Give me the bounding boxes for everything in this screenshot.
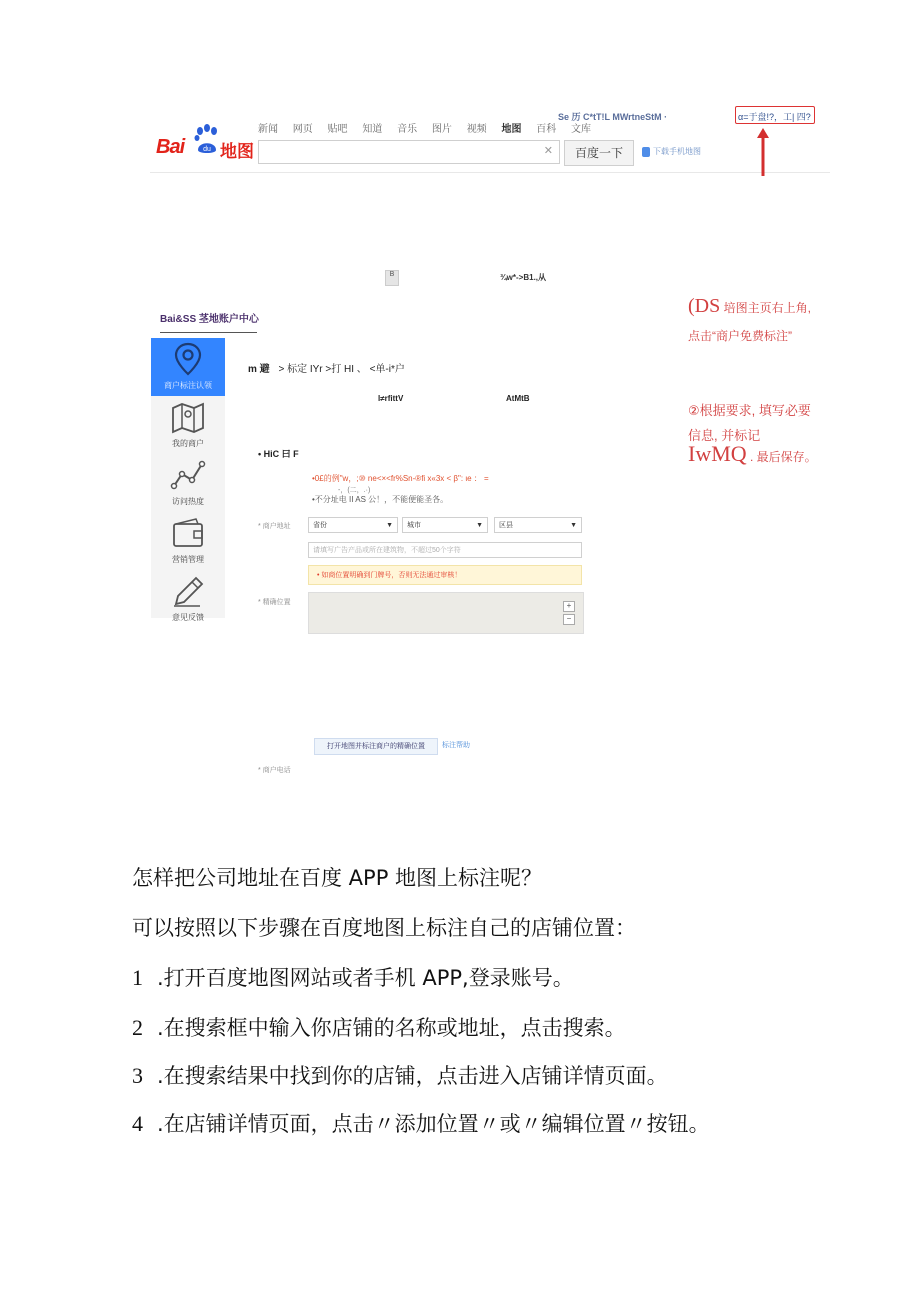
annotation-step-2-mark: IwMQ: [688, 441, 747, 466]
annotation-step-2-line2: 信息, 并标记: [688, 428, 761, 443]
article-question: 怎样把公司地址在百度 APP 地图上标注呢？: [132, 866, 543, 890]
sidebar-item-label: 访问热度: [172, 497, 204, 506]
nav-item-wenku[interactable]: 文库: [571, 124, 592, 135]
sidebar-item-label: 我的商户: [172, 439, 204, 448]
mark-help-link[interactable]: 标注帮助: [442, 742, 470, 749]
nav-item-baike[interactable]: 百科: [536, 124, 557, 135]
search-button[interactable]: 百度一下: [564, 140, 634, 166]
district-value: 区县: [499, 522, 513, 529]
section-title: • HiC 曰 F: [258, 449, 299, 459]
line-chart-icon: [170, 458, 206, 492]
sidebar-item-visit-stats[interactable]: [151, 454, 225, 512]
download-app-label: 下载手机地图: [653, 147, 701, 156]
nav-item-images[interactable]: 图片: [431, 124, 452, 135]
province-select[interactable]: [308, 517, 398, 533]
mini-row-text: ¾w*->B1.,从: [500, 273, 547, 282]
annotation-step-2-line1: ②根据要求, 填写必要: [688, 403, 811, 418]
baidu-nav: [258, 120, 603, 135]
title-underline: [160, 332, 257, 333]
article-step: [132, 1012, 626, 1042]
location-pin-icon: [170, 342, 206, 376]
open-map-button[interactable]: 打开地图并标注商户的精确位置: [314, 738, 438, 755]
dropdown-arrow-icon: ▼: [570, 522, 577, 529]
annotation-step-2-text: . 最后保存。: [746, 450, 817, 464]
breadcrumb-current: 标定 IYr >打 HI 、 <单-i*户: [287, 364, 405, 375]
annotation-step-1: [688, 295, 811, 318]
mini-icon-box: B: [385, 270, 399, 286]
sidebar-item-marketing[interactable]: [151, 512, 225, 570]
merchant-center-title: Bai&SS 茎地账户中心: [160, 314, 259, 325]
nav-item-map[interactable]: 地图: [501, 124, 522, 135]
address-input[interactable]: 请填写广告产品或所在建筑物，不超过50个字符: [308, 542, 582, 558]
sidebar-item-label: 营销管理: [172, 555, 204, 564]
annotation-step-1-line2: 点击“商户免费标注”: [688, 329, 792, 343]
step-number: 1: [132, 965, 143, 990]
pencil-icon: [170, 574, 206, 608]
article-step: [132, 1060, 668, 1090]
map-icon: [170, 400, 206, 434]
nav-item-zhidao[interactable]: 知道: [362, 124, 383, 135]
search-input[interactable]: [258, 140, 560, 164]
sidebar-item-label: 意见反馈: [172, 613, 204, 622]
step-text: .在搜索结果中找到你的店铺，点击进入店铺详情页面。: [157, 1064, 668, 1088]
baidu-map-header: [150, 100, 840, 180]
position-label: * 精确位置: [258, 599, 291, 606]
header-divider: [150, 172, 830, 173]
close-icon[interactable]: ✕: [543, 145, 553, 157]
wallet-icon: [170, 516, 206, 550]
red-arrow-icon: [756, 128, 770, 176]
phone-icon: [642, 147, 650, 157]
city-select[interactable]: [402, 517, 488, 533]
district-select[interactable]: [494, 517, 582, 533]
province-value: 省份: [313, 522, 327, 529]
address-warning: • 如商位置明确到门牌号，否则无法通过审核！: [308, 565, 582, 585]
step-number: 3: [132, 1063, 143, 1088]
warning-text-1: •0£的例"w，;⑩ ne<×<fr%Sn-®fi x«3x < β": ιe ： =: [312, 474, 489, 483]
merchant-mark-link[interactable]: α=于盘!?，工| 四?: [738, 112, 811, 122]
article-intro: 可以按照以下步骤在百度地图上标注自己的店铺位置：: [132, 916, 636, 940]
nav-item-video[interactable]: 视频: [466, 124, 487, 135]
dropdown-arrow-icon: ▼: [386, 522, 393, 529]
warning-text-1b: -，(二，.·): [338, 487, 371, 494]
column-heading-a: l≠rfittV: [378, 394, 404, 403]
phone-label: * 商户电话: [258, 767, 291, 774]
nav-item-news[interactable]: 新闻: [258, 124, 278, 135]
address-label: * 商户地址: [258, 523, 291, 530]
breadcrumb-home[interactable]: m 避: [248, 364, 270, 375]
sidebar-item-merchant-mark[interactable]: [151, 338, 225, 396]
sidebar-item-my-merchants[interactable]: [151, 396, 225, 454]
logo-bai-text: Bai: [156, 136, 185, 158]
step-text: .在搜索框中输入你店铺的名称或地址，点击搜索。: [157, 1016, 626, 1040]
sidebar-item-label: 商户标注认领: [164, 381, 212, 390]
breadcrumb-separator: >: [278, 364, 285, 375]
sidebar-item-feedback[interactable]: [151, 570, 225, 628]
top-tip-text: Se 历 C*tT!L MWrtneStM ·: [558, 112, 668, 122]
breadcrumb: [248, 360, 405, 375]
article-step: [132, 962, 574, 992]
download-app-link[interactable]: [642, 146, 701, 157]
baidu-paw-icon: [194, 124, 220, 154]
svg-text:du: du: [203, 146, 211, 153]
merchant-sidebar: [151, 338, 225, 622]
baidu-map-logo[interactable]: [156, 124, 256, 164]
zoom-in-button[interactable]: +: [563, 601, 575, 612]
nav-item-web[interactable]: 网页: [292, 124, 313, 135]
annotation-step-1-mark: (DS: [688, 295, 721, 317]
step-text: .打开百度地图网站或者手机 APP,登录账号。: [157, 966, 574, 990]
logo-ditu-text: 地图: [220, 142, 254, 161]
nav-item-tieba[interactable]: 贴吧: [327, 124, 348, 135]
step-number: 4: [132, 1111, 143, 1136]
step-number: 2: [132, 1015, 143, 1040]
step-text: .在店铺详情页面，点击〃添加位置〃或〃编辑位置〃按钮。: [157, 1112, 710, 1136]
column-heading-b: AtMtB: [506, 394, 530, 403]
warning-text-2: •不分址电 II AS 公！，不能便能圣各。: [312, 495, 449, 504]
article-step: [132, 1108, 710, 1138]
annotation-step-2-line3: [688, 441, 817, 467]
annotation-step-1-text: 培图主页右上角,: [720, 301, 811, 315]
position-map[interactable]: [308, 592, 584, 634]
dropdown-arrow-icon: ▼: [476, 522, 483, 529]
nav-item-music[interactable]: 音乐: [397, 124, 418, 135]
zoom-out-button[interactable]: −: [563, 614, 575, 625]
city-value: 城市: [407, 522, 421, 529]
